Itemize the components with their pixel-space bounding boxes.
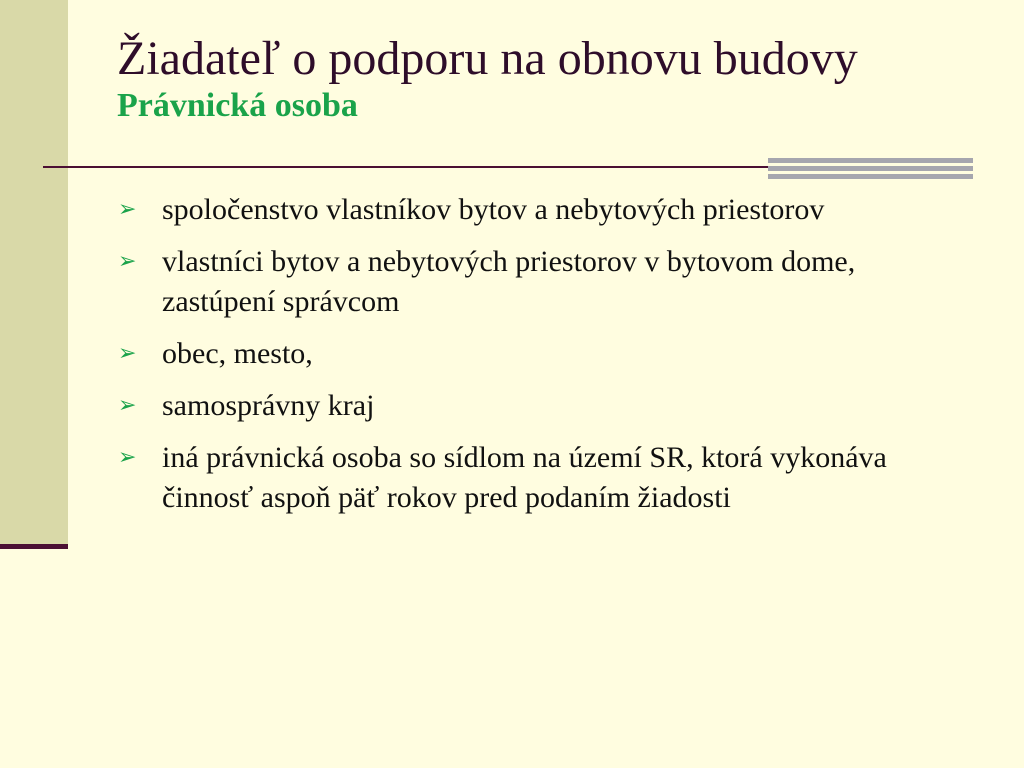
arrow-bullet-icon: ➢ [118, 197, 137, 222]
bullet-text: spoločenstvo vlastníkov bytov a nebytových priestorov [162, 193, 825, 226]
arrow-bullet-icon: ➢ [118, 445, 137, 470]
arrow-bullet-icon: ➢ [118, 249, 137, 274]
side-decor-bar [0, 0, 68, 544]
list-item [118, 386, 958, 426]
bullet-text: vlastníci bytov a nebytových priestorov v bytovom dome, zastúpení správcom [162, 245, 856, 318]
title-block [117, 32, 997, 126]
side-decor-rule [0, 544, 68, 549]
arrow-bullet-icon: ➢ [118, 393, 137, 418]
list-item [118, 190, 958, 230]
list-item [118, 438, 958, 518]
bullet-text: iná právnická osoba so sídlom na území SR, ktorá vykonáva činnosť aspoň päť rokov pred podaním žiadosti [162, 441, 887, 514]
corner-bar [768, 174, 973, 179]
corner-bar [768, 158, 973, 163]
list-item [118, 242, 958, 322]
corner-decor-bars [768, 158, 973, 179]
slide-subtitle: Právnická osoba [117, 87, 358, 124]
bullet-text: samosprávny kraj [162, 389, 375, 422]
arrow-bullet-icon: ➢ [118, 341, 137, 366]
corner-bar [768, 166, 973, 171]
list-item [118, 334, 958, 374]
bullet-text: obec, mesto, [162, 337, 313, 370]
slide-title: Žiadateľ o podporu na obnovu budovy [117, 32, 858, 85]
bullet-list [118, 190, 958, 530]
